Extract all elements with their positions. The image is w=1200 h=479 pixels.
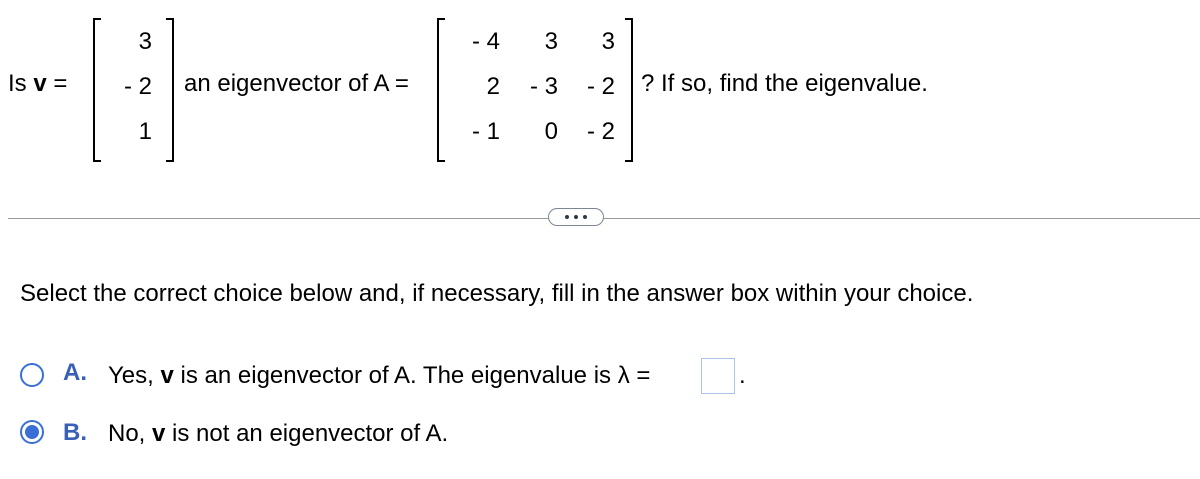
matrix-entry: 3 (601, 28, 615, 55)
vector-entry: - 2 (123, 73, 152, 100)
question-middle-text: an eigenvector of A = (184, 70, 409, 97)
matrix-right-bracket (625, 18, 633, 162)
ellipsis-dot-icon (583, 215, 587, 219)
ellipsis-dot-icon (565, 215, 569, 219)
vector-entry: 1 (138, 118, 152, 145)
matrix-entry: 3 (544, 28, 558, 55)
vector-left-bracket (93, 18, 101, 162)
show-more-button[interactable] (548, 208, 604, 226)
matrix-entry: - 2 (586, 73, 615, 100)
instructions-text: Select the correct choice below and, if necessary, fill in the answer box within your choice. (20, 280, 974, 307)
matrix-entry: - 1 (471, 118, 500, 145)
matrix-entry: 0 (544, 118, 558, 145)
choice-a-text: Yes, v is an eigenvector of A. The eigenvalue is λ = (108, 362, 651, 389)
matrix-entry: 2 (486, 73, 500, 100)
choice-b-radio[interactable] (20, 420, 44, 444)
question-suffix-text: ? If so, find the eigenvalue. (641, 70, 928, 97)
matrix-entry: - 3 (529, 73, 558, 100)
matrix-entry: - 2 (586, 118, 615, 145)
choice-b-letter: B. (63, 419, 87, 446)
vector-entry: 3 (138, 28, 152, 55)
choice-a-trailing-period: . (739, 362, 746, 389)
vector-right-bracket (166, 18, 174, 162)
choice-b-text: No, v is not an eigenvector of A. (108, 420, 449, 447)
section-divider (8, 218, 1200, 219)
choice-a-radio[interactable] (20, 363, 44, 387)
matrix-entry: - 4 (471, 28, 500, 55)
ellipsis-dot-icon (574, 215, 578, 219)
matrix-left-bracket (437, 18, 445, 162)
choice-a-letter: A. (63, 359, 87, 386)
eigenvalue-answer-input[interactable] (701, 358, 735, 394)
question-prefix: Is v = (8, 70, 68, 97)
